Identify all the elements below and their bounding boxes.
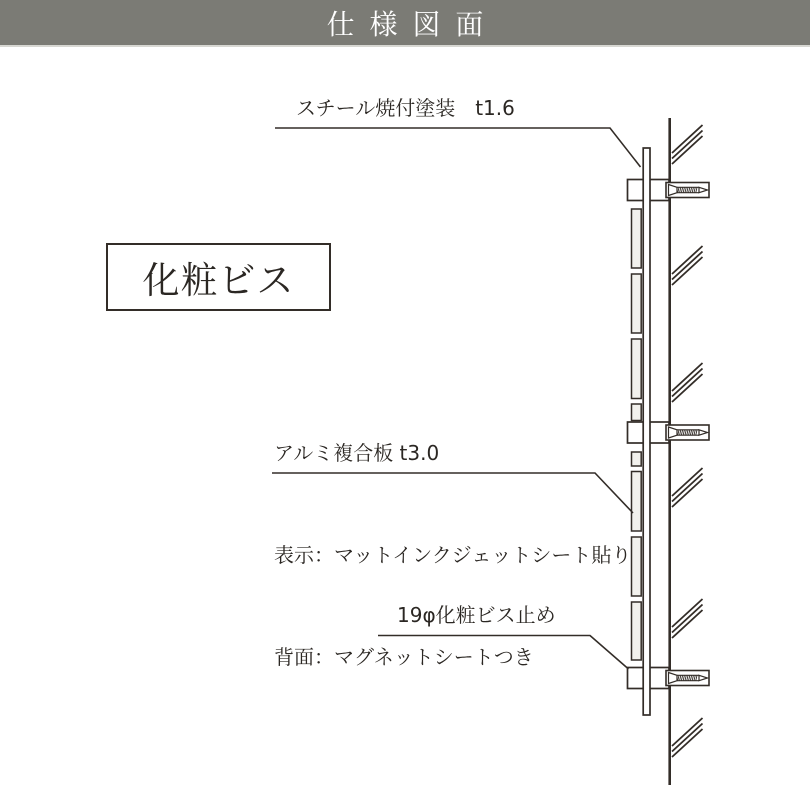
display-surface-line: 表示：マットインクジェットシート貼り bbox=[274, 543, 632, 567]
wall-hatch-group bbox=[672, 125, 703, 164]
decorative-screw-label: 化粧ビス bbox=[142, 259, 295, 302]
wall-hatch-group bbox=[672, 363, 703, 402]
steel-plate bbox=[643, 148, 650, 715]
wall-hatch-group bbox=[672, 718, 703, 757]
wall-hatching bbox=[672, 125, 703, 757]
wall-hatch-group bbox=[672, 599, 703, 638]
leader-steel bbox=[275, 128, 641, 167]
decorative-screw-label-box bbox=[106, 243, 331, 311]
steel-label: スチール焼付塗装 t1.6 bbox=[296, 96, 515, 120]
screw-assembly-middle bbox=[628, 422, 710, 443]
screw-assembly-bottom bbox=[628, 668, 710, 689]
wall-hatch-group bbox=[672, 246, 703, 285]
wall-hatch-group bbox=[672, 468, 703, 507]
aluminum-panel-label bbox=[274, 368, 631, 708]
screw-assembly-top bbox=[628, 180, 710, 201]
back-surface-line: 背面：マグネットシートつき bbox=[274, 645, 534, 669]
aluminum-panel-line: アルミ複合板 t3.0 bbox=[274, 441, 440, 465]
page-title: 仕 様 図 面 bbox=[326, 7, 487, 41]
screw-fastening-label: 19φ化粧ビス止め bbox=[397, 603, 556, 627]
